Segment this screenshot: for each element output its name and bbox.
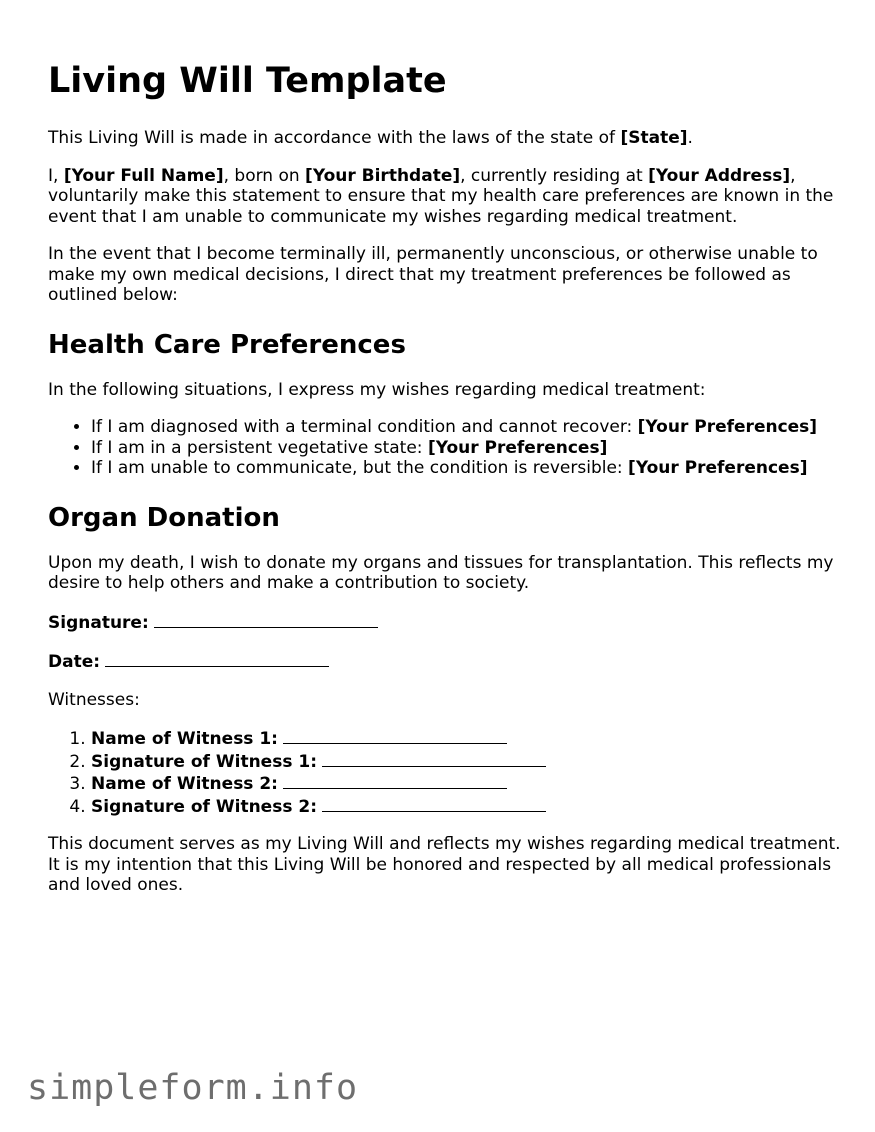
declaration-text-4: , voluntarily make this statement to ensure that my health care preferences are known in the event that I am unable to communicate my wishes regarding medical treatment. bbox=[48, 165, 834, 227]
witness-label: Name of Witness 2: bbox=[91, 774, 278, 794]
state-placeholder: [State] bbox=[620, 128, 688, 148]
declaration-text-2: , born on bbox=[223, 165, 306, 186]
witness-label: Name of Witness 1: bbox=[91, 729, 278, 749]
direction-paragraph: In the event that I become terminally ill, permanently unconscious, or otherwise unable to make my own medical decisions, I direct that my treatment preferences be followed as outlined below: bbox=[48, 244, 818, 305]
organ-donation-heading: Organ Donation bbox=[48, 502, 280, 533]
preference-condition: If I am in a persistent vegetative state: bbox=[91, 437, 428, 458]
witness-label: Signature of Witness 1: bbox=[91, 751, 317, 772]
declaration-paragraph bbox=[48, 166, 848, 228]
date-label: Date: bbox=[48, 652, 101, 672]
signature-label: Signature: bbox=[48, 612, 149, 633]
health-care-lead: In the following situations, I express my wishes regarding medical treatment: bbox=[48, 379, 706, 400]
list-item bbox=[91, 772, 848, 795]
health-care-heading: Health Care Preferences bbox=[48, 329, 406, 360]
organ-donation-text: Upon my death, I wish to donate my organs and tissues for transplantation. This reflects my desire to help others and make a contribution to society. bbox=[48, 552, 834, 593]
date-blank[interactable] bbox=[105, 650, 329, 667]
witnesses-label: Witnesses: bbox=[48, 689, 140, 710]
declaration-text-1: I, bbox=[48, 165, 64, 186]
list-item bbox=[91, 750, 848, 773]
witness-blank[interactable] bbox=[283, 727, 507, 744]
witness-blank[interactable] bbox=[322, 750, 546, 767]
document-title: Living Will Template bbox=[48, 61, 447, 101]
preferences-list bbox=[48, 417, 848, 479]
declaration-text-3: , currently residing at bbox=[460, 165, 649, 186]
intro-paragraph bbox=[48, 128, 848, 149]
signature-line bbox=[48, 611, 848, 634]
list-item bbox=[91, 438, 848, 459]
witness-blank[interactable] bbox=[322, 795, 546, 812]
preference-condition: If I am unable to communicate, but the condition is reversible: bbox=[91, 458, 629, 478]
witnesses-list bbox=[48, 727, 848, 817]
witness-blank[interactable] bbox=[283, 772, 507, 789]
date-line bbox=[48, 650, 848, 673]
intro-suffix: . bbox=[687, 128, 693, 148]
closing-paragraph: This document serves as my Living Will and reflects my wishes regarding medical treatment. It is my intention that this Living Will be honored and respected by all medical professionals and loved ones. bbox=[48, 834, 841, 895]
watermark: simpleform.info bbox=[27, 1068, 359, 1108]
list-item bbox=[91, 417, 848, 438]
preference-placeholder: [Your Preferences] bbox=[427, 437, 608, 458]
preference-condition: If I am diagnosed with a terminal condition and cannot recover: bbox=[91, 417, 638, 437]
list-item bbox=[91, 727, 848, 750]
address-placeholder: [Your Address] bbox=[648, 165, 791, 186]
list-item bbox=[91, 458, 848, 479]
witness-label: Signature of Witness 2: bbox=[91, 796, 317, 817]
document-page bbox=[48, 60, 848, 913]
birthdate-placeholder: [Your Birthdate] bbox=[305, 165, 461, 186]
name-placeholder: [Your Full Name] bbox=[63, 165, 224, 186]
list-item bbox=[91, 795, 848, 818]
preference-placeholder: [Your Preferences] bbox=[637, 417, 818, 437]
intro-text: This Living Will is made in accordance with the laws of the state of bbox=[48, 128, 621, 148]
signature-blank[interactable] bbox=[154, 611, 378, 628]
preference-placeholder: [Your Preferences] bbox=[628, 458, 808, 478]
